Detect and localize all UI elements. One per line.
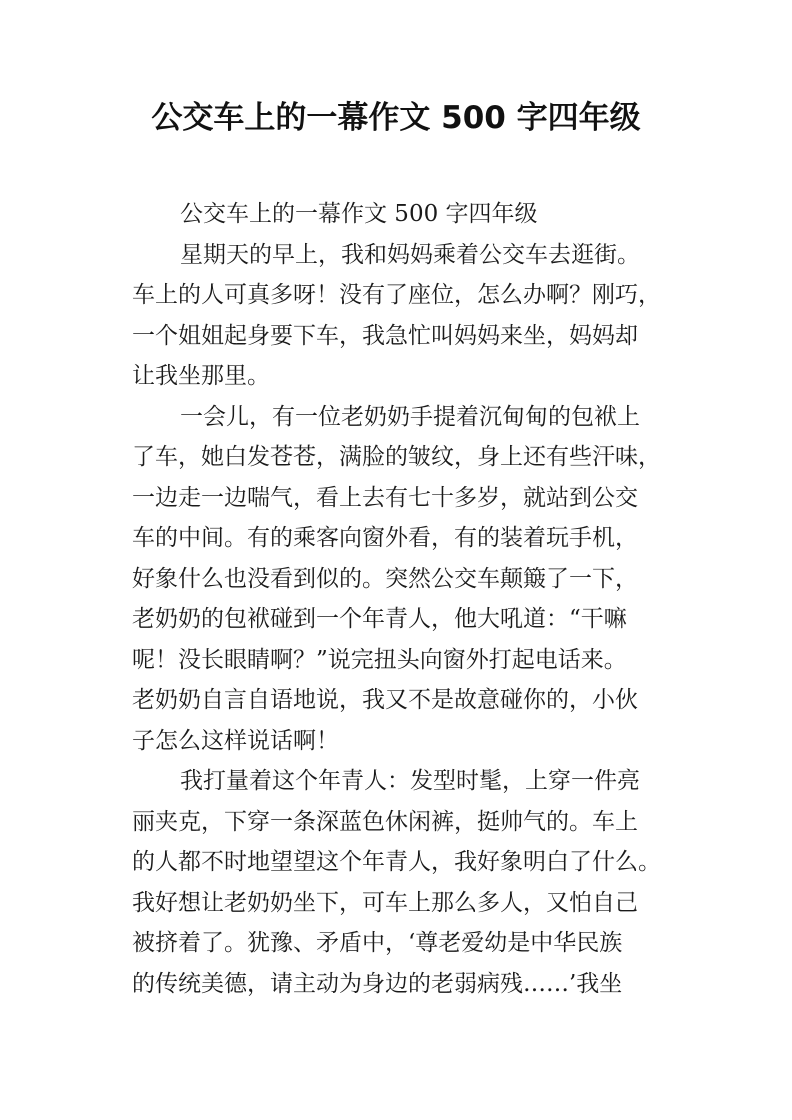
text-line: 丽夹克，下穿一条深蓝色休闲裤，挺帅气的。车上	[132, 808, 638, 835]
text-line: 一边走一边喘气，看上去有七十多岁，就站到公交	[132, 484, 638, 511]
text-line: 我打量着这个年青人：发型时髦，上穿一件亮	[180, 768, 640, 794]
text-line: 一会儿，有一位老奶奶手提着沉甸甸的包袱上	[180, 403, 640, 430]
text-line: 星期天的早上，我和妈妈乘着公交车去逛街。	[180, 241, 640, 268]
text-line: 公交车上的一幕作文 500 字四年级	[180, 201, 538, 227]
text-line: 的人都不时地望望这个年青人，我好象明白了什么。	[132, 849, 661, 875]
text-line: 呢！没长眼睛啊？”说完扭头向窗外打起电话来。	[132, 646, 627, 673]
text-line: 老奶奶自言自语地说，我又不是故意碰你的，小伙	[132, 687, 638, 713]
text-line: 一个姐姐起身要下车，我急忙叫妈妈来坐，妈妈却	[132, 322, 638, 349]
text-line: 让我坐那里。	[132, 363, 270, 389]
text-line: 老奶奶的包袱碰到一个年青人，他大吼道：“干嘛	[132, 606, 627, 632]
document-body	[132, 194, 672, 1004]
text-line: 好象什么也没看到似的。突然公交车颠簸了一下，	[132, 565, 638, 592]
text-line: 被挤着了。犹豫、矛盾中，‘尊老爱幼是中华民族	[132, 930, 623, 956]
text-line: 了车，她白发苍苍，满脸的皱纹，身上还有些汗味，	[132, 444, 661, 470]
document-title: 公交车上的一幕作文 500 字四年级	[151, 100, 641, 136]
text-line: 车上的人可真多呀！没有了座位，怎么办啊？刚巧，	[132, 282, 661, 308]
text-line: 车的中间。有的乘客向窗外看，有的装着玩手机，	[132, 525, 638, 551]
text-line: 的传统美德，请主动为身边的老弱病残……’我坐	[132, 970, 623, 997]
text-line: 我好想让老奶奶坐下，可车上那么多人，又怕自己	[132, 889, 638, 916]
text-line: 子怎么这样说话啊！	[132, 727, 339, 754]
